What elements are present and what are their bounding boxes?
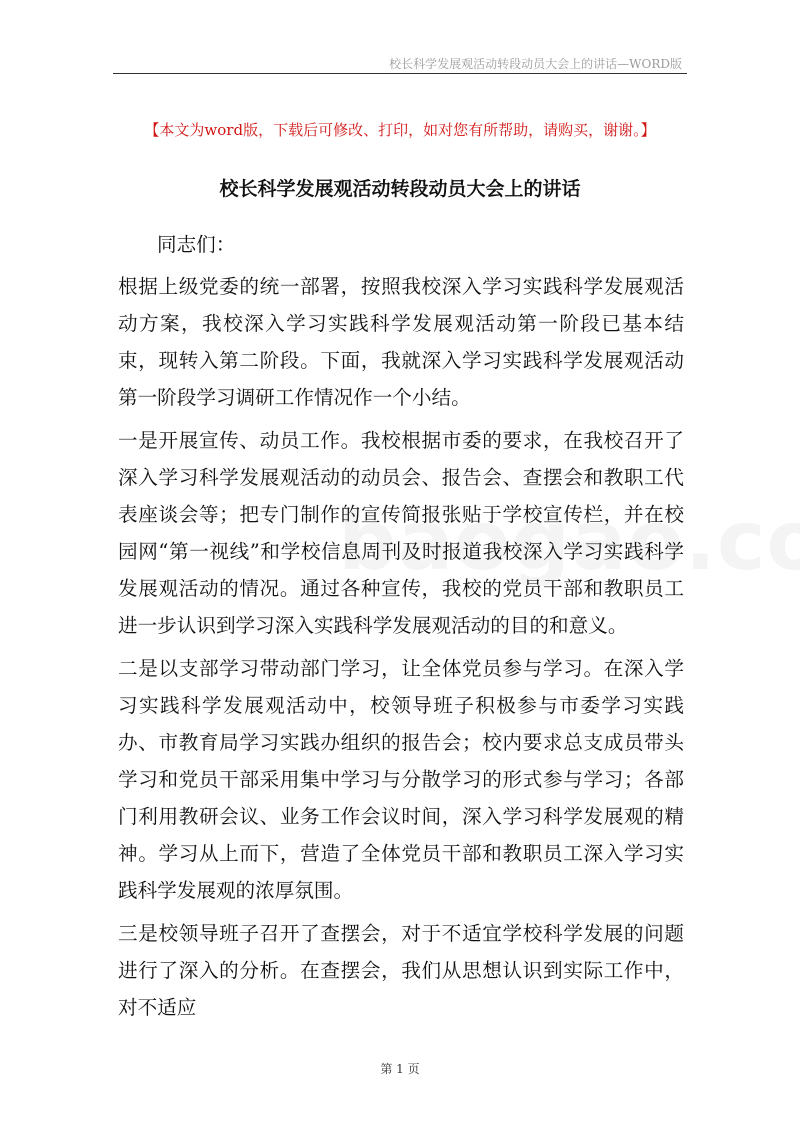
paragraph-publicity: 一是开展宣传、动员工作。我校根据市委的要求，在我校召开了深入学习科学发展观活动的动员会、报告会、查摆会和教职工代表座谈会等；把专门制作的宣传简报张贴于学校宣传栏，并在校园网“第一视线”和学校信息周刊及时报道我校深入学习实践科学发展观活动的情况。通过各种宣传，我校的党员干部和教职员工进一步认识到学习深入实践科学发展观活动的目的和意义。 bbox=[118, 429, 684, 637]
salutation: 同志们： bbox=[157, 233, 236, 256]
paragraph-intro: 根据上级党委的统一部署，按照我校深入学习实践科学发展观活动方案，我校深入学习实践科学发展观活动第一阶段已基本结束，现转入第二阶段。下面，我就深入学习实践科学发展观活动第一阶段学习调研工作情况作一个小结。 bbox=[118, 275, 684, 409]
running-header: 校长科学发展观活动转段动员大会上的讲话—WORD版 bbox=[389, 57, 682, 71]
paragraph-review: 三是校领导班子召开了查摆会，对于不适宜学校科学发展的问题进行了深入的分析。在查摆会，我们从思想认识到实际工作中，对不适应 bbox=[118, 922, 684, 1019]
document-body bbox=[118, 226, 684, 1032]
header-divider bbox=[113, 73, 687, 74]
page-number: 第 1 页 bbox=[380, 1062, 420, 1076]
page-title: 校长科学发展观活动转段动员大会上的讲话 bbox=[219, 178, 581, 200]
download-notice: 【本文为word版，下载后可修改、打印，如对您有所帮助，请购买，谢谢。】 bbox=[144, 121, 656, 139]
paragraph-study: 二是以支部学习带动部门学习，让全体党员参与学习。在深入学习实践科学发展观活动中，校领导班子积极参与市委学习实践办、市教育局学习实践办组织的报告会；校内要求总支成员带头学习和党员干部采用集中学习与分散学习的形式参与学习；各部门利用教研会议、业务工作会议时间，深入学习科学发展观的精神。学习从上而下，营造了全体党员干部和教职员工深入学习实践科学发展观的浓厚氛围。 bbox=[118, 657, 684, 902]
